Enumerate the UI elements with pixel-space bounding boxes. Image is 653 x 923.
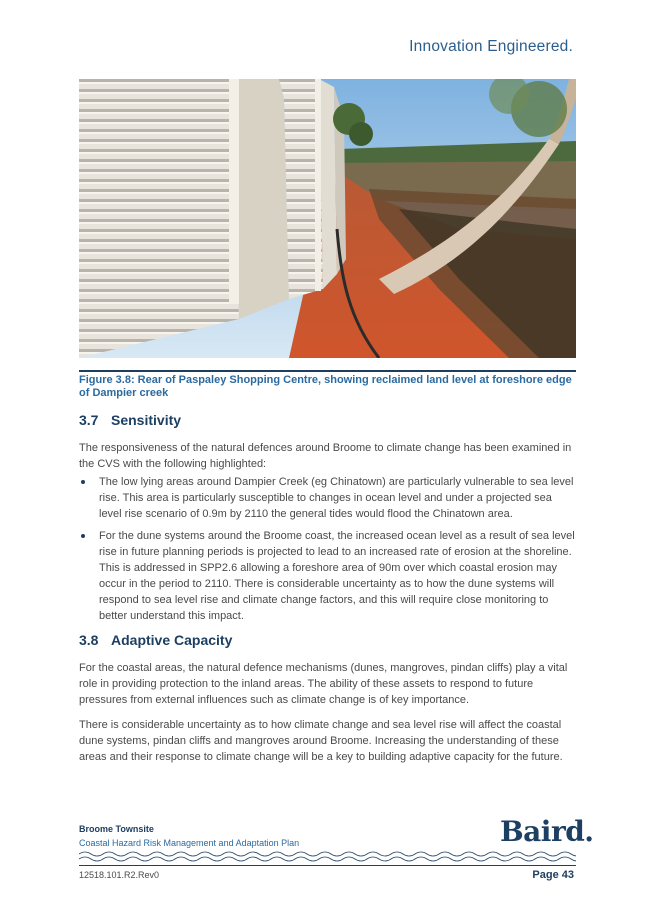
list-item <box>79 474 576 522</box>
sensitivity-intro: The responsiveness of the natural defences around Broome to climate change has been examined in the CVS with the following highlighted: <box>79 442 572 470</box>
section-number: 3.8 <box>79 632 99 648</box>
baird-logo: Baird. <box>500 815 594 848</box>
section-title: Adaptive Capacity <box>111 632 233 648</box>
figure-photo <box>79 79 576 358</box>
adaptive-capacity-paragraph-2: There is considerable uncertainty as to how climate change and sea level rise will affect the coastal dune systems, pindan cliffs and mangroves around Broome. Increasing the understanding of these areas and their response to climate change will be a key to building adaptive capacity for the future. <box>79 719 563 763</box>
adaptive-capacity-paragraph-1: For the coastal areas, the natural defence mechanisms (dunes, mangroves, pindan cliffs) play a vital role in providing protection to the inland areas. The ability of these assets to respond to future pressures from external influences such as climate change is of key importance. <box>79 662 568 706</box>
bullet-icon <box>81 534 85 538</box>
section-heading-adaptive-capacity <box>79 632 232 648</box>
footer-wave-decoration <box>79 850 576 864</box>
bullet-text: The low lying areas around Dampier Creek (eg Chinatown) are particularly vulnerable to sea level rise. This area is particularly susceptible to changes in ocean level and under a projected sea level rise scenario of 0.9m by 2110 the general tides would flood the Chinatown area. <box>99 476 574 520</box>
footer-title: Broome Townsite <box>79 824 154 834</box>
section-title: Sensitivity <box>111 412 182 428</box>
figure-divider <box>79 370 576 372</box>
document-reference: 12518.101.R2.Rev0 <box>79 870 160 880</box>
figure-caption: Figure 3.8: Rear of Paspaley Shopping Centre, showing reclaimed land level at foreshore edge of Dampier creek <box>79 374 572 399</box>
section-number: 3.7 <box>79 412 99 428</box>
section-heading-sensitivity <box>79 412 181 428</box>
list-item <box>79 528 576 624</box>
bullet-text: For the dune systems around the Broome coast, the increased ocean level as a result of sea level rise in future planning periods is projected to lead to an increased rate of erosion at the shoreline. This is addressed in SPP2.6 allowing a foreshore area of 90m over which coastal erosion may occur in the period to 2110. There is considerable uncertainty as to how the dune systems will respond to sea level rise and climate change factors, and this will require close monitoring to better understand this impact. <box>99 530 575 622</box>
footer-divider <box>79 865 576 866</box>
header-tagline: Innovation Engineered. <box>409 38 573 55</box>
sensitivity-bullet-list <box>79 474 576 630</box>
bullet-icon <box>81 480 85 484</box>
footer-subtitle: Coastal Hazard Risk Management and Adaptation Plan <box>79 838 300 848</box>
page-number: Page 43 <box>532 869 574 881</box>
